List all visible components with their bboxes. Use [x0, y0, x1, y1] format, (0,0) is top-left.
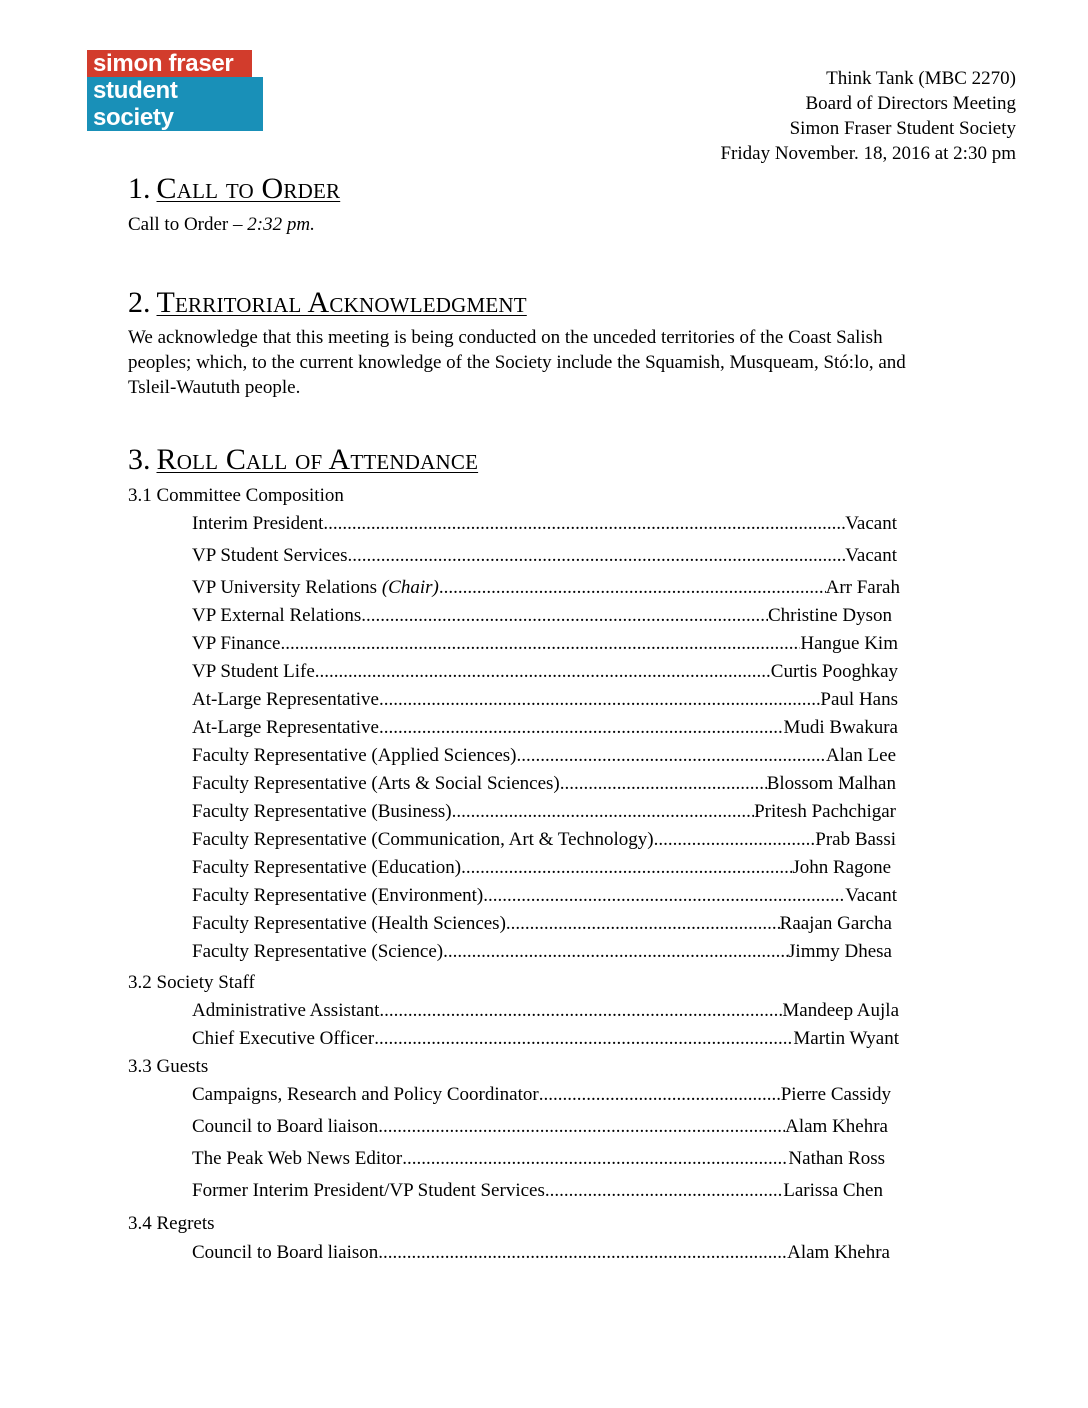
- person-name: Pierre Cassidy: [780, 1084, 891, 1105]
- role-label: Faculty Representative (Communication, Art & Technology): [192, 829, 654, 850]
- dot-leader: [439, 576, 826, 600]
- role-label: VP University Relations: [192, 577, 382, 598]
- dot-leader: [545, 1179, 783, 1203]
- person-name: Vacant: [845, 513, 897, 534]
- person-name: Curtis Pooghkay: [770, 661, 898, 682]
- person-name: Alam Khehra: [787, 1242, 890, 1263]
- committee-row: [192, 544, 897, 568]
- dot-leader: [374, 1027, 793, 1051]
- call-to-order-time: 2:32 pm.: [247, 214, 315, 235]
- role-label: Council to Board liaison: [192, 1242, 379, 1263]
- section-heading-call-to-order: [128, 172, 340, 206]
- committee-row: [192, 828, 896, 852]
- staff-row: [192, 1027, 899, 1051]
- person-name: Jimmy Dhesa: [788, 941, 892, 962]
- committee-row: [192, 576, 900, 600]
- dot-leader: [379, 999, 782, 1023]
- logo-line-1: simon fraser: [87, 50, 252, 77]
- role-label: Campaigns, Research and Policy Coordinator: [192, 1084, 539, 1105]
- person-name: Alam Khehra: [785, 1116, 888, 1137]
- person-name: John Ragone: [792, 857, 891, 878]
- header-meeting-name: Board of Directors Meeting: [805, 93, 1016, 114]
- dot-leader: [378, 1241, 787, 1265]
- dot-leader: [378, 1115, 785, 1139]
- dot-leader: [315, 660, 771, 684]
- person-name: Blossom Malhan: [766, 773, 896, 794]
- section-heading-territorial-acknowledgment: [128, 286, 527, 320]
- dot-leader: [654, 828, 816, 852]
- header-location: Think Tank (MBC 2270): [826, 68, 1016, 89]
- section-heading-roll-call: [128, 443, 478, 477]
- dot-leader: [506, 912, 780, 936]
- regrets-row: [192, 1241, 890, 1265]
- committee-row: [192, 940, 892, 964]
- sfss-logo: [87, 50, 263, 131]
- dot-leader: [280, 632, 800, 656]
- role-label: Faculty Representative (Education): [192, 857, 462, 878]
- role-label-group: [192, 576, 439, 600]
- committee-row: [192, 604, 892, 628]
- dot-leader: [361, 604, 768, 628]
- person-name: Prab Bassi: [815, 829, 896, 850]
- role-label: At-Large Representative: [192, 717, 379, 738]
- person-name: Christine Dyson: [767, 605, 892, 626]
- subsection-society-staff: 3.2 Society Staff: [128, 972, 255, 993]
- person-name: Pritesh Pachchigar: [754, 801, 896, 822]
- section-title: Roll Call of Attendance: [156, 443, 479, 476]
- committee-row: [192, 632, 898, 656]
- committee-row: [192, 512, 897, 536]
- meeting-header: [720, 66, 1016, 166]
- committee-row: [192, 716, 898, 740]
- role-label: Faculty Representative (Health Sciences): [192, 913, 506, 934]
- dot-leader: [348, 544, 846, 568]
- subsection-committee-composition: 3.1 Committee Composition: [128, 485, 344, 506]
- guests-row: [192, 1083, 891, 1107]
- person-name: Raajan Garcha: [779, 913, 892, 934]
- person-name: Nathan Ross: [788, 1148, 885, 1169]
- staff-row: [192, 999, 899, 1023]
- section-number: 1.: [128, 172, 151, 205]
- role-label: Interim President: [192, 513, 324, 534]
- person-name: Vacant: [845, 545, 897, 566]
- committee-row: [192, 660, 898, 684]
- dot-leader: [402, 1147, 788, 1171]
- person-name: Mandeep Aujla: [782, 1000, 899, 1021]
- person-name: Martin Wyant: [793, 1028, 899, 1049]
- dot-leader: [379, 688, 820, 712]
- header-date: Friday November. 18, 2016 at 2:30 pm: [720, 143, 1016, 164]
- person-name: Larissa Chen: [783, 1180, 883, 1201]
- role-label: VP Student Services: [192, 545, 348, 566]
- territorial-acknowledgment-text: We acknowledge that this meeting is being conducted on the unceded territories of the Coast Salish peoples; which, to the current knowledge of the Society include the Squamish, Musqueam, Stó:lo, and Tsleil-Waututh people.: [128, 327, 906, 398]
- role-label: VP Finance: [192, 633, 281, 654]
- dot-leader: [379, 716, 784, 740]
- person-name: Paul Hans: [820, 689, 898, 710]
- dot-leader: [539, 1083, 781, 1107]
- role-label: Faculty Representative (Arts & Social Sciences): [192, 773, 560, 794]
- person-name: Mudi Bwakura: [783, 717, 898, 738]
- dot-leader: [461, 856, 792, 880]
- dot-leader: [560, 772, 767, 796]
- dot-leader: [516, 744, 825, 768]
- dot-leader: [443, 940, 788, 964]
- dot-leader: [452, 800, 754, 824]
- committee-row: [192, 688, 898, 712]
- section-title: Call to Order: [156, 172, 341, 205]
- role-label: Faculty Representative (Science): [192, 941, 444, 962]
- committee-row: [192, 744, 896, 768]
- committee-row: [192, 800, 896, 824]
- section-title: Territorial Acknowledgment: [156, 286, 527, 319]
- role-label: At-Large Representative: [192, 689, 379, 710]
- committee-row: [192, 772, 896, 796]
- header-organization: Simon Fraser Student Society: [789, 118, 1016, 139]
- section-number: 3.: [128, 443, 151, 476]
- role-label: VP Student Life: [192, 661, 315, 682]
- call-to-order-label: Call to Order –: [128, 214, 248, 235]
- role-label: Administrative Assistant: [192, 1000, 380, 1021]
- role-label: Faculty Representative (Applied Sciences): [192, 745, 517, 766]
- dot-leader: [483, 884, 845, 908]
- guests-row: [192, 1147, 885, 1171]
- subsection-guests: 3.3 Guests: [128, 1056, 209, 1077]
- person-name: Vacant: [845, 885, 897, 906]
- role-label: Chief Executive Officer: [192, 1028, 375, 1049]
- dot-leader: [323, 512, 845, 536]
- person-name: Hangue Kim: [800, 633, 898, 654]
- role-label: VP External Relations: [192, 605, 362, 626]
- committee-row: [192, 856, 891, 880]
- logo-line-2: student society: [87, 77, 263, 131]
- role-label: Council to Board liaison: [192, 1116, 379, 1137]
- call-to-order-text: [128, 212, 928, 237]
- section-number: 2.: [128, 286, 151, 319]
- committee-row: [192, 884, 897, 908]
- role-label: The Peak Web News Editor: [192, 1148, 403, 1169]
- role-label: Faculty Representative (Business): [192, 801, 452, 822]
- guests-row: [192, 1179, 883, 1203]
- person-name: Arr Farah: [825, 577, 900, 598]
- role-label: Faculty Representative (Environment): [192, 885, 484, 906]
- role-label: Former Interim President/VP Student Services: [192, 1180, 545, 1201]
- person-name: Alan Lee: [825, 745, 896, 766]
- role-qualifier: (Chair): [381, 577, 439, 598]
- subsection-regrets: 3.4 Regrets: [128, 1213, 215, 1234]
- committee-row: [192, 912, 892, 936]
- guests-row: [192, 1115, 888, 1139]
